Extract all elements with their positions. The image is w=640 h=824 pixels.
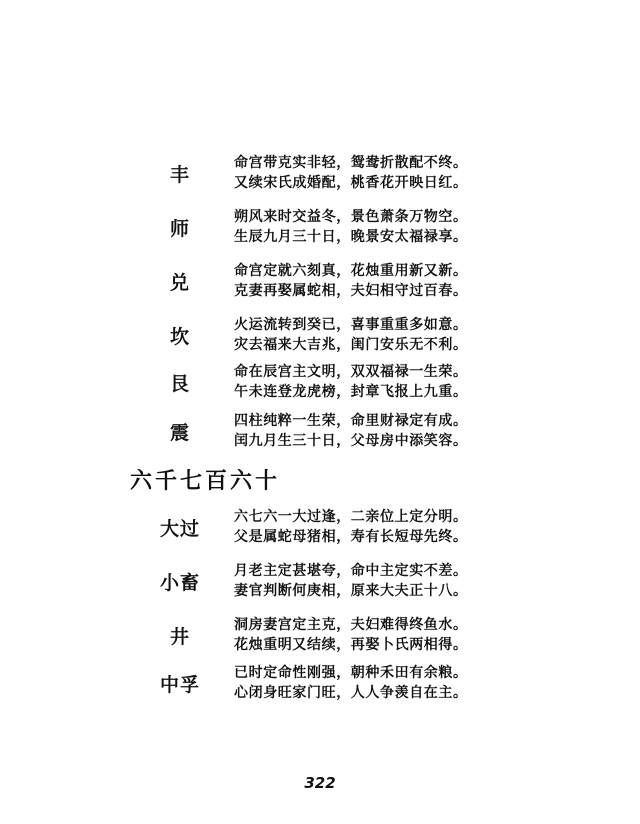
verse-entry-gen [0,363,640,407]
verse-line-2: 心闭身旺家门旺，人人争羡自在主。 [234,685,468,701]
verse-line-2: 午未连登龙虎榜，封章飞报上九重。 [234,384,468,400]
verse-line-1: 洞房妻宫定主克，夫妇难得终鱼水。 [234,617,468,633]
verse-line-2: 妻官判断何庚相，原来大夫正十八。 [234,583,468,599]
hexagram-label: 兑 [169,272,190,294]
verse-line-1: 朔风来时交益冬，景色萧条万物空。 [234,209,468,225]
verse-line-1: 月老主定甚堪夸，命中主定实不差。 [234,563,468,579]
hexagram-label: 震 [169,422,190,444]
verse-line-2: 又续宋氏成婚配，桃香花开映日红。 [234,175,468,191]
hexagram-label: 丰 [169,164,190,186]
verse-line-1: 四柱纯粹一生荣，命里财禄定有成。 [234,413,468,429]
verse-line-2: 花烛重明又结续，再娶卜氏两相得。 [234,637,468,653]
verse-line-2: 闰九月生三十日，父母房中添笑容。 [234,433,468,449]
verse-line-1: 命宫定就六刻真，花烛重用新又新。 [234,263,468,279]
verse-line-2: 生辰九月三十日，晚景安太福禄享。 [234,229,468,245]
verse-line-2: 克妻再娶属蛇相，夫妇相守过百春。 [234,283,468,299]
verse-line-1: 六七六一大过逢，二亲位上定分明。 [234,509,468,525]
verse-line-1: 火运流转到癸已，喜事重重多如意。 [234,317,468,333]
hexagram-label: 艮 [169,373,190,395]
hexagram-label: 中孚 [159,674,200,696]
verse-entry-kan [0,316,640,360]
verse-entry-feng [0,154,640,198]
verse-line-2: 父是属蛇母猪相，寿有长短母先终。 [234,529,468,545]
verse-entry-jing [0,616,640,660]
verse-entry-daguo [0,508,640,552]
verse-entry-dui [0,262,640,306]
hexagram-label: 坎 [169,326,190,348]
hexagram-label: 井 [169,626,190,648]
section-heading: 六千七百六十 [130,468,281,494]
verse-entry-shi [0,208,640,252]
verse-line-1: 命宫带克实非轻，鸳鸯折散配不终。 [234,155,468,171]
hexagram-label: 小畜 [159,572,200,594]
verse-line-2: 灾去福来大吉兆，闺门安乐无不利。 [234,337,468,353]
verse-entry-zhongfu [0,664,640,708]
page-number: 322 [304,774,336,792]
hexagram-label: 师 [169,218,190,240]
verse-line-1: 已时定命性刚强，朝种禾田有余粮。 [234,665,468,681]
verse-entry-zhen [0,412,640,456]
verse-line-1: 命在辰宫主文明，双双福禄一生荣。 [234,364,468,380]
hexagram-label: 大过 [159,518,200,540]
verse-entry-xiaoxu [0,562,640,606]
